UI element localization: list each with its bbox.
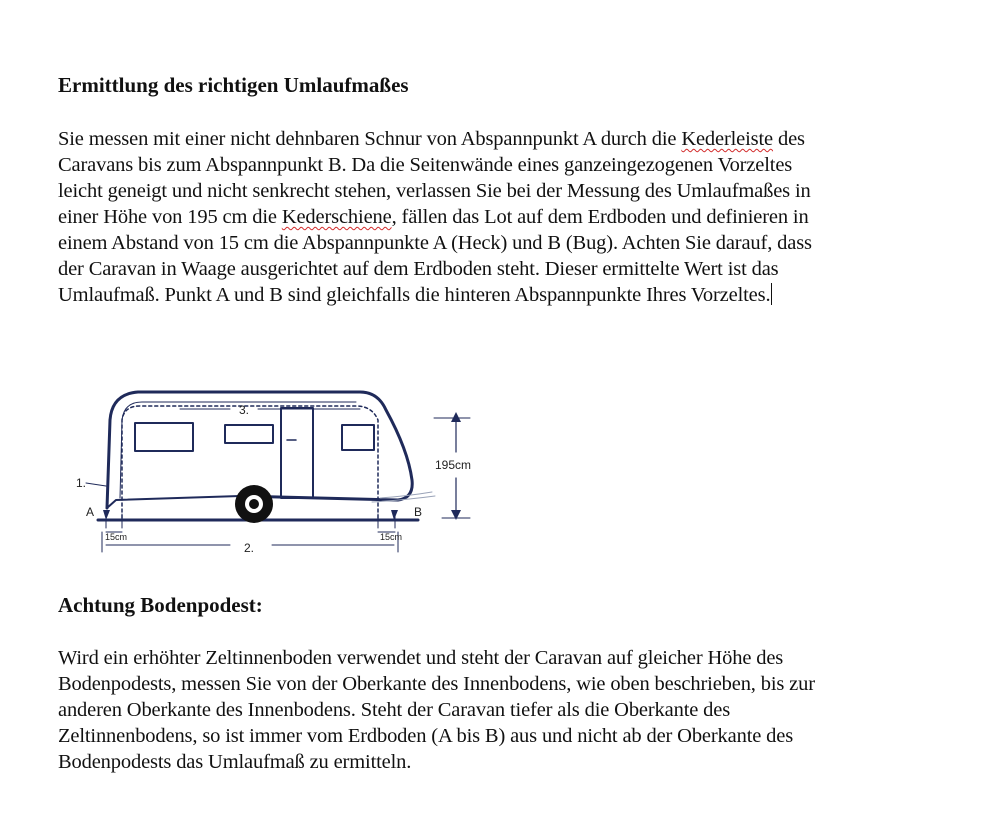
label-b: B bbox=[414, 505, 423, 519]
paragraph-line: Bodenpodests das Umlaufmaß zu ermitteln. bbox=[58, 751, 412, 773]
paragraph-line: einem Abstand von 15 cm die Abspannpunkte A (Heck) und B (Bug). Achten Sie darauf, dass bbox=[58, 232, 812, 254]
label-1: 1. bbox=[76, 476, 87, 490]
paragraph-line: einer Höhe von 195 cm die Kederschiene, fällen das Lot auf dem Erdboden und definieren in bbox=[58, 206, 809, 228]
section-heading-bodenpodest: Achtung Bodenpodest: bbox=[58, 593, 263, 617]
misspelled-word[interactable]: Kederschiene bbox=[281, 206, 392, 228]
paragraph-line: Bodenpodests, messen Sie von der Oberkante des Innenbodens, wie oben beschrieben, bis zur bbox=[58, 673, 815, 695]
paragraph-line: Zeltinnenbodens, so ist immer vom Erdboden (A bis B) aus und nicht ab der Oberkante des bbox=[58, 725, 794, 747]
label-offset-left: 15cm bbox=[105, 532, 128, 542]
section-heading-umlaufmass: Ermittlung des richtigen Umlaufmaßes bbox=[58, 73, 409, 97]
paragraph-line: Umlaufmaß. Punkt A und B sind gleichfalls die hinteren Abspannpunkte Ihres Vorzeltes. bbox=[58, 284, 771, 306]
paragraph-line: Wird ein erhöhter Zeltinnenboden verwendet und steht der Caravan auf gleicher Höhe des bbox=[58, 647, 784, 669]
paragraph-line: der Caravan in Waage ausgerichtet auf dem Erdboden steht. Dieser ermittelte Wert ist das bbox=[58, 258, 779, 280]
label-3: 3. bbox=[239, 403, 250, 417]
label-2: 2. bbox=[244, 541, 255, 555]
label-offset-right: 15cm bbox=[380, 532, 403, 542]
paragraph-line: leicht geneigt und nicht senkrecht stehen, verlassen Sie bei der Messung des Umlaufmaßes in bbox=[58, 180, 811, 202]
paragraph-umlaufmass[interactable] bbox=[58, 126, 938, 308]
paragraph-bodenpodest[interactable] bbox=[58, 645, 938, 775]
paragraph-line: anderen Oberkante des Innenbodens. Steht der Caravan tiefer als die Oberkante des bbox=[58, 699, 731, 721]
label-height: 195cm bbox=[435, 458, 472, 472]
label-a: A bbox=[86, 505, 95, 519]
paragraph-line: Sie messen mit einer nicht dehnbaren Schnur von Abspannpunkt A durch die Kederleiste des bbox=[58, 128, 805, 150]
caravan-diagram bbox=[60, 380, 490, 565]
wheel-icon bbox=[235, 485, 273, 523]
text-cursor bbox=[771, 283, 772, 305]
misspelled-word[interactable]: Kederleiste bbox=[681, 128, 774, 150]
paragraph-line: Caravans bis zum Abspannpunkt B. Da die Seitenwände eines ganzeingezogenen Vorzeltes bbox=[58, 154, 793, 176]
